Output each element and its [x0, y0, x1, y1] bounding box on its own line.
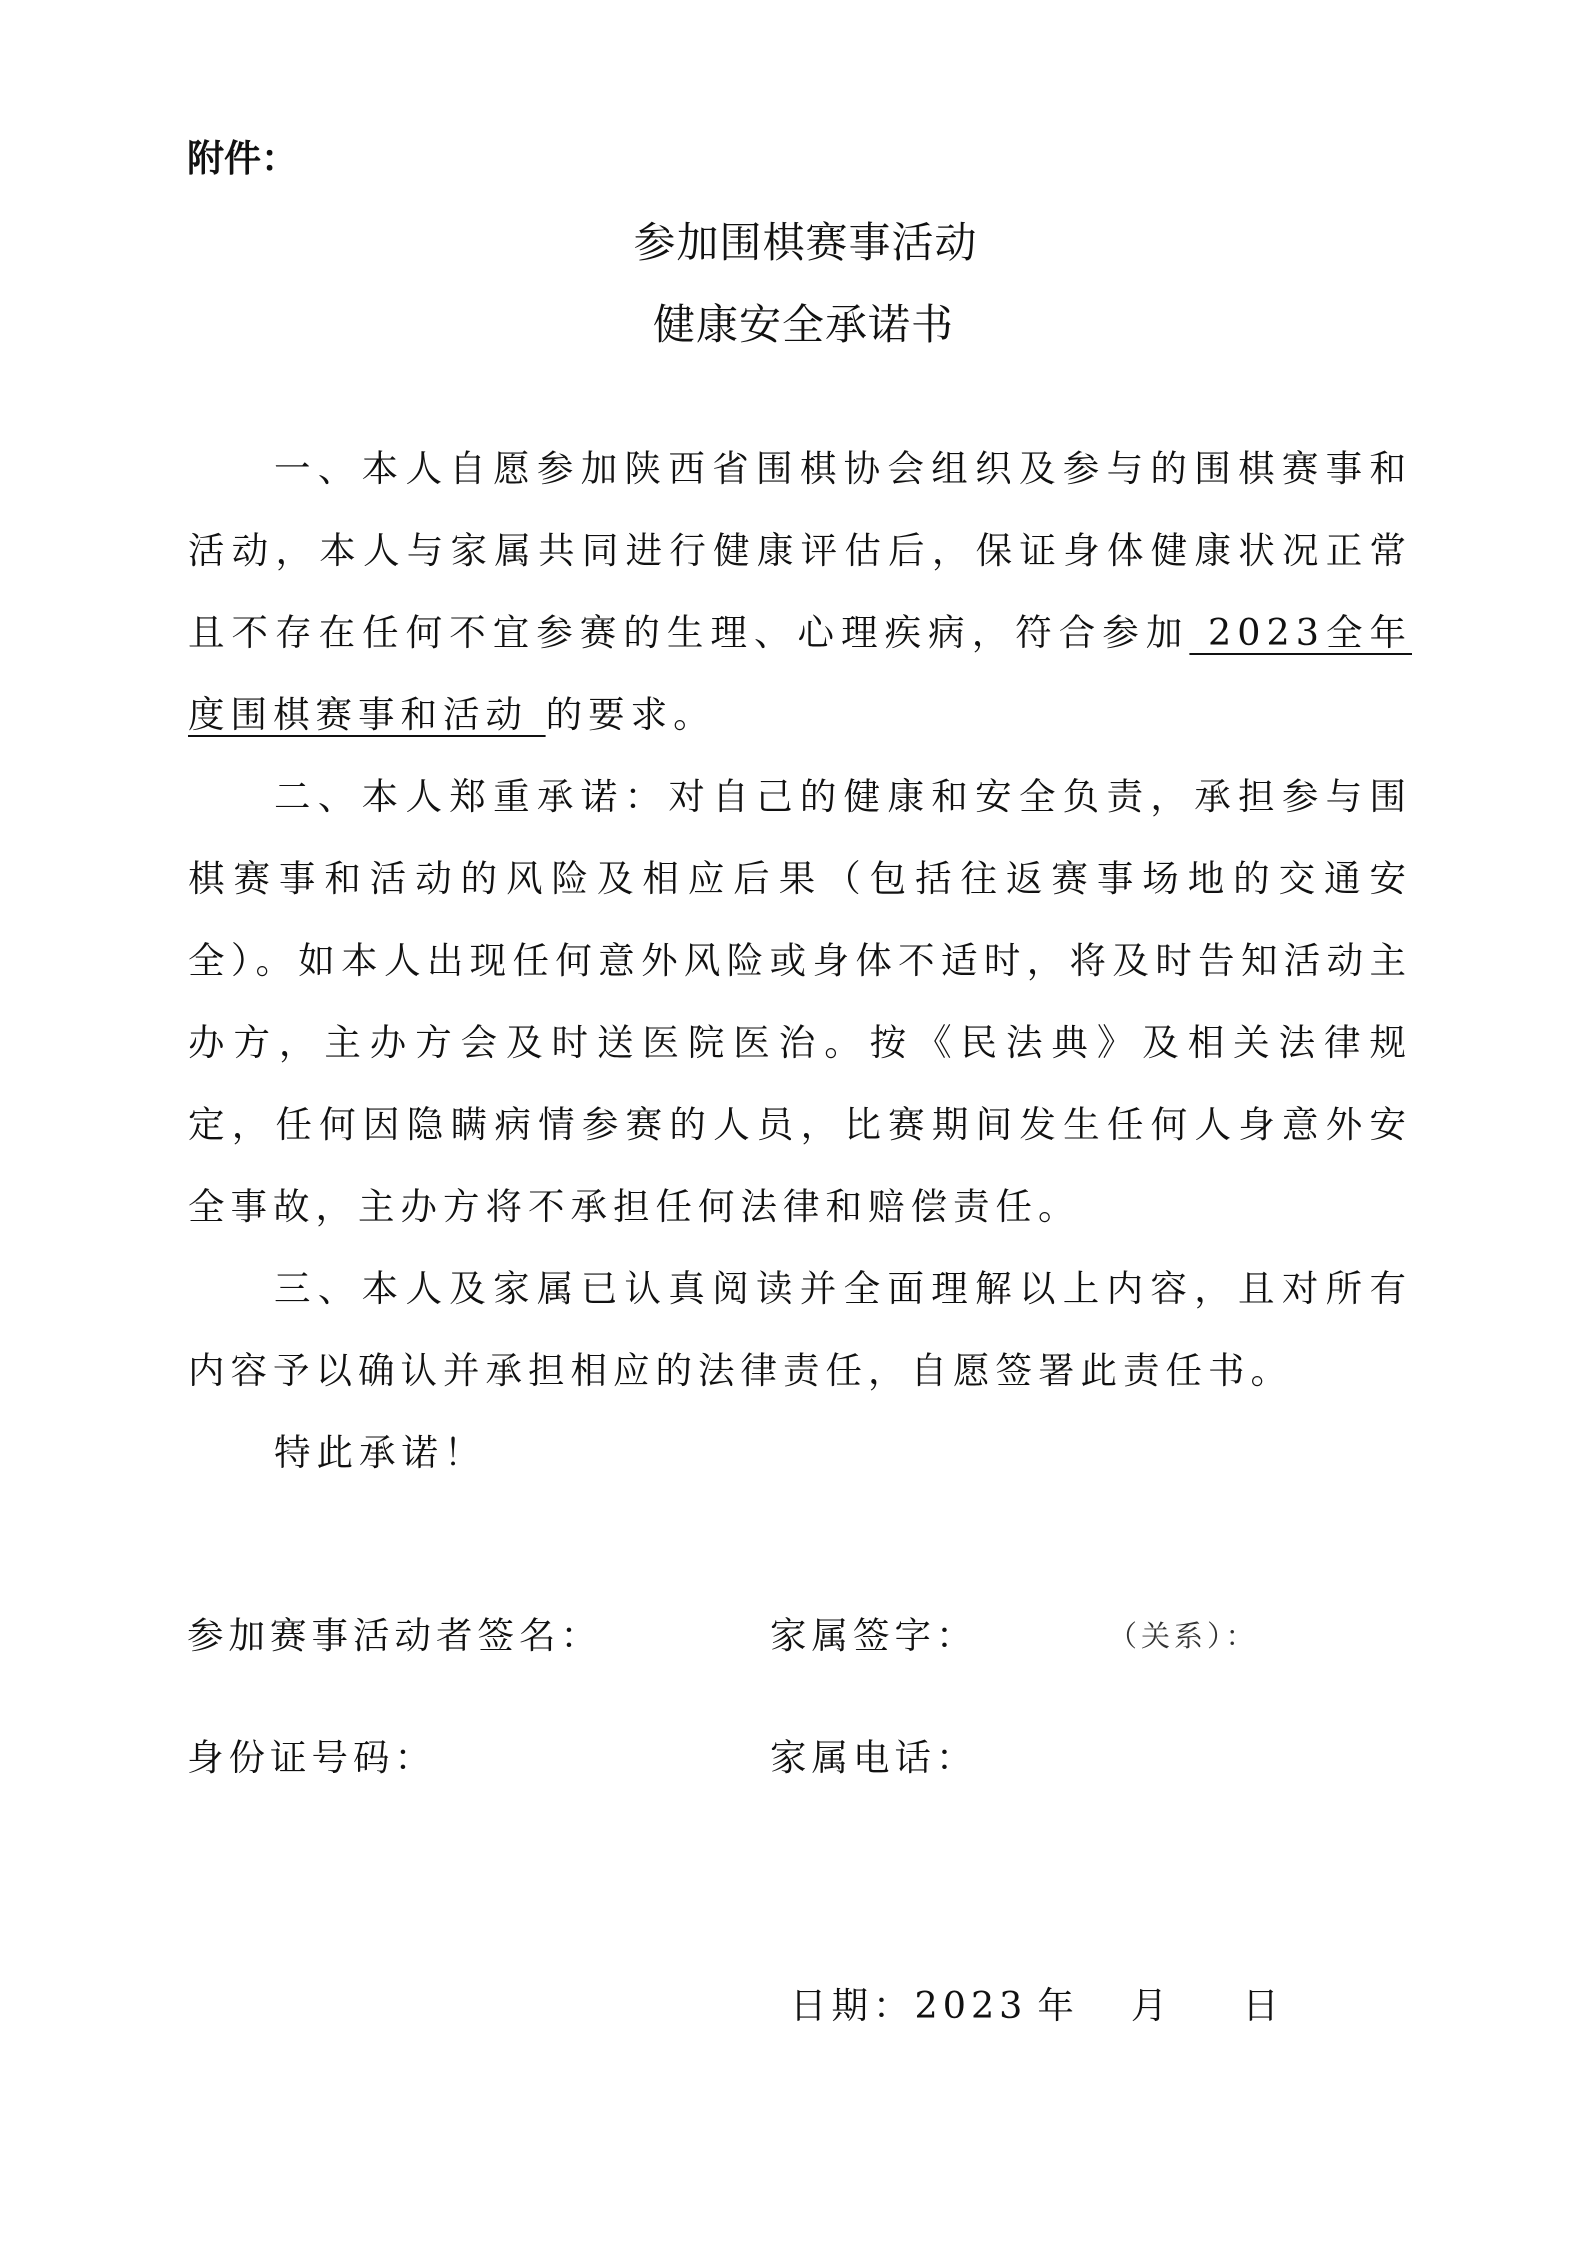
family-phone-label: 家属电话： [770, 1736, 978, 1779]
relation-label: （关系）： [1108, 1619, 1259, 1653]
family-signature-label: 家属签字： [770, 1614, 978, 1657]
paragraph-three: 三、本人及家属已认真阅读并全面理解以上内容，且对所有内容予以确认并承担相应的法律责任，自愿签署此责任书。 [188, 1267, 1412, 1392]
paragraph-one-text: 一、本人自愿参加陕西省围棋协会组织及参与的围棋赛事和活动，本人与家属共同进行健康评估后，保证身体健康状况正常且不存在任何不宜参赛的生理、心理疾病，符合参加 [188, 447, 1412, 654]
attachment-label: 附件： [187, 137, 298, 180]
date-month-unit: 月 [1130, 1984, 1173, 2027]
date-day-unit: 日 [1242, 1984, 1284, 2027]
document-title-line2: 健康安全承诺书 [652, 300, 954, 349]
paragraph-one-ending: 的要求。 [545, 693, 716, 736]
paragraph-one [188, 428, 1412, 756]
id-number-label: 身份证号码： [187, 1736, 436, 1779]
date-label: 日期： [790, 1984, 915, 2027]
date-year: 2023 [914, 1984, 1028, 2027]
document-title-line1: 参加围棋赛事活动 [633, 218, 978, 267]
closing-statement: 特此承诺！ [274, 1431, 487, 1474]
date-line [790, 1978, 1284, 2034]
paragraph-one-underlined-text: 2023全年度围棋赛事和活动 [188, 611, 1412, 736]
date-year-unit: 年 [1037, 1984, 1079, 2027]
participant-signature-label: 参加赛事活动者签名： [187, 1614, 602, 1657]
paragraph-two: 二、本人郑重承诺：对自己的健康和安全负责，承担参与围棋赛事和活动的风险及相应后果（包括往返赛事场地的交通安全）。如本人出现任何意外风险或身体不适时，将及时告知活动主办方，主办方会及时送医院医治。按《民法典》及相关法律规定，任何因隐瞒病情参赛的人员，比赛期间发生任何人身意外安全事故，主办方将不承担任何法律和赔偿责任。 [188, 775, 1412, 1228]
